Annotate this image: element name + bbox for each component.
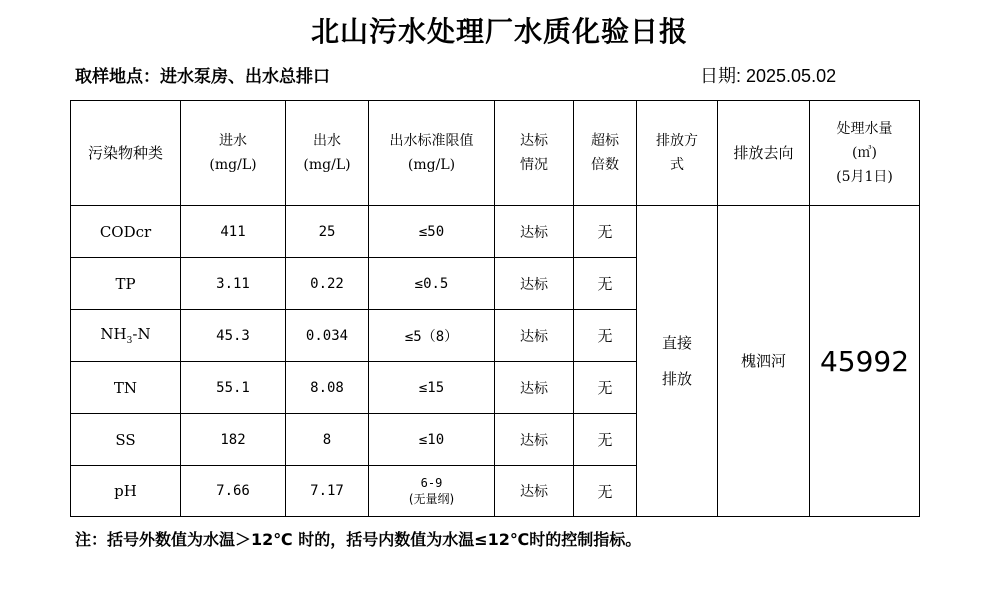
standard-cell: ≤10	[369, 414, 495, 466]
discharge-method-cell: 直接 排放	[637, 206, 718, 517]
header-standard: 出水标准限值 (mg/L)	[369, 101, 495, 206]
header-volume: 处理水量 (㎥) (5月1日)	[810, 101, 920, 206]
outflow-cell: 7.17	[286, 466, 369, 517]
header-inflow: 进水 (mg/L)	[181, 101, 286, 206]
standard-cell: 6-9 (无量纲)	[369, 466, 495, 517]
outflow-cell: 25	[286, 206, 369, 258]
exceed-cell: 无	[574, 414, 637, 466]
exceed-cell: 无	[574, 310, 637, 362]
status-cell: 达标	[495, 310, 574, 362]
exceed-cell: 无	[574, 362, 637, 414]
table-row	[71, 206, 920, 258]
pollutant-cell: TP	[71, 258, 181, 310]
exceed-cell: 无	[574, 466, 637, 517]
inflow-cell: 55.1	[181, 362, 286, 414]
status-cell: 达标	[495, 466, 574, 517]
inflow-cell: 411	[181, 206, 286, 258]
footnote: 注：括号外数值为水温＞12℃ 时的，括号内数值为水温≤12℃时的控制指标。	[75, 530, 642, 549]
outflow-cell: 0.22	[286, 258, 369, 310]
pollutant-cell: $NH_3-N$	[71, 310, 181, 362]
inflow-cell: 182	[181, 414, 286, 466]
standard-cell: ≤15	[369, 362, 495, 414]
header-status: 达标 情况	[495, 101, 574, 206]
report-date: 日期: 2025.05.02	[700, 66, 837, 86]
water-quality-table	[70, 100, 920, 517]
header-pollutant: 污染物种类	[71, 101, 181, 206]
exceed-cell: 无	[574, 258, 637, 310]
pollutant-cell: SS	[71, 414, 181, 466]
status-cell: 达标	[495, 206, 574, 258]
destination-cell: 槐泗河	[718, 206, 810, 517]
status-cell: 达标	[495, 414, 574, 466]
inflow-cell: 45.3	[181, 310, 286, 362]
header-row	[71, 101, 920, 206]
outflow-cell: 0.034	[286, 310, 369, 362]
exceed-cell: 无	[574, 206, 637, 258]
sampling-location: 取样地点：进水泵房、出水总排口	[75, 67, 330, 87]
volume-cell: 45992	[810, 206, 920, 517]
standard-cell: ≤0.5	[369, 258, 495, 310]
inflow-cell: 7.66	[181, 466, 286, 517]
report-title: 北山污水处理厂水质化验日报	[310, 15, 688, 48]
outflow-cell: 8.08	[286, 362, 369, 414]
header-discharge-method: 排放方 式	[637, 101, 718, 206]
header-outflow: 出水 (mg/L)	[286, 101, 369, 206]
outflow-cell: 8	[286, 414, 369, 466]
inflow-cell: 3.11	[181, 258, 286, 310]
status-cell: 达标	[495, 258, 574, 310]
header-destination: 排放去向	[718, 101, 810, 206]
standard-cell: ≤5（8）	[369, 310, 495, 362]
standard-cell: ≤50	[369, 206, 495, 258]
pollutant-cell: pH	[71, 466, 181, 517]
pollutant-cell: CODcr	[71, 206, 181, 258]
pollutant-cell: TN	[71, 362, 181, 414]
header-exceed: 超标 倍数	[574, 101, 637, 206]
status-cell: 达标	[495, 362, 574, 414]
